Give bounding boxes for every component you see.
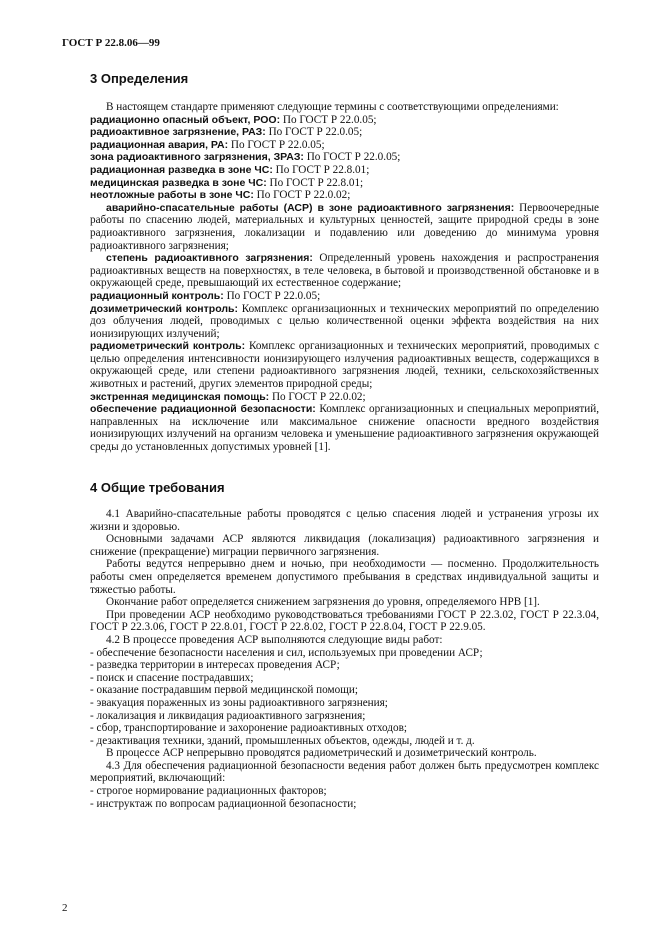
definition-item bbox=[90, 290, 599, 303]
paragraph-standards: При проведении АСР необходимо руководствоваться требованиями ГОСТ Р 22.3.02, ГОСТ Р 22.3.04, ГОСТ Р 22.3.06, ГОСТ Р 22.8.01, ГОСТ Р 22.8.02, ГОСТ Р 22.8.04, ГОСТ Р 22.9.05. bbox=[90, 608, 599, 634]
section-3-title: 3 Определения bbox=[90, 71, 189, 86]
page-number: 2 bbox=[62, 902, 68, 914]
list-item: - инструктаж по вопросам радиационной безопасности; bbox=[90, 797, 357, 810]
definition-term: обеспечение радиационной безопасности: bbox=[90, 403, 316, 416]
definition-term: радиационно опасный объект, РОО: bbox=[90, 113, 281, 126]
definition-text: По ГОСТ Р 22.0.05; bbox=[265, 126, 363, 139]
definition-item bbox=[90, 151, 599, 164]
definition-item bbox=[90, 403, 599, 453]
definitions-intro: В настоящем стандарте применяют следующие термины с соответствующими определениями: bbox=[106, 101, 559, 113]
paragraph-shifts: Работы ведутся непрерывно днем и ночью, при необходимости — посменно. Продолжительность работы смен определяется временем допустимого пребывания в средствах индивидуальной защиты и тяжестью работы. bbox=[90, 558, 599, 596]
paragraph-monitoring: В процессе АСР непрерывно проводятся радиометрический и дозиметрический контроль. bbox=[106, 747, 537, 760]
definition-text: По ГОСТ Р 22.0.02; bbox=[253, 189, 351, 202]
definition-term: зона радиоактивного загрязнения, ЗРАЗ: bbox=[90, 151, 304, 164]
definition-term: аварийно-спасательные работы (АСР) в зоне радиоактивного загрязнения: bbox=[106, 201, 515, 214]
definition-text: По ГОСТ Р 22.0.05; bbox=[228, 138, 325, 151]
list-item: - разведка территории в интересах проведения АСР; bbox=[90, 659, 340, 672]
definition-item bbox=[90, 126, 599, 139]
paragraph-tasks: Основными задачами АСР являются ликвидация (локализация) радиоактивного загрязнения и снижение (прекращение) миграции первичного загрязнения. bbox=[90, 533, 599, 558]
list-item: - оказание пострадавшим первой медицинской помощи; bbox=[90, 684, 358, 697]
definition-text: По ГОСТ Р 22.0.05; bbox=[303, 151, 401, 164]
paragraph-4-1: 4.1 Аварийно-спасательные работы проводятся с целью спасения людей и устранения угрозы их жизни и здоровью. bbox=[90, 508, 599, 533]
definition-term: степень радиоактивного загрязнения: bbox=[106, 252, 313, 265]
definition-text: Комплекс организационных и технических мероприятий по определению доз облучения людей, проводимых с целью количественной оценки эффекта воздействия на них ионизирующих излучений; bbox=[90, 302, 600, 340]
list-item: - дезактивация техники, зданий, промышленных объектов, одежды, людей и т. д. bbox=[90, 734, 475, 747]
definition-text: По ГОСТ Р 22.8.01; bbox=[266, 176, 364, 189]
paragraph-completion: Окончание работ определяется снижением загрязнения до уровня, определяемого НРВ [1]. bbox=[106, 596, 540, 609]
definition-text: По ГОСТ Р 22.0.05; bbox=[280, 113, 377, 126]
definition-item bbox=[90, 139, 599, 152]
definition-term: радиационный контроль: bbox=[90, 289, 224, 302]
definition-item bbox=[90, 391, 599, 404]
definition-term: радиационная разведка в зоне ЧС: bbox=[90, 163, 273, 176]
definition-text: Первоочередные работы по спасению людей, материальных и культурных ценностей, защите природной среды в зоне радиоактивного загрязнения, локализации и подавлению или доведению до минимума уровня радиоактивного загрязнения; bbox=[90, 201, 599, 252]
definition-term: дозиметрический контроль: bbox=[90, 302, 238, 315]
definition-term: радиометрический контроль: bbox=[90, 340, 246, 353]
definition-term: неотложные работы в зоне ЧС: bbox=[90, 189, 254, 202]
list-item: - обеспечение безопасности населения и сил, используемых при проведении АСР; bbox=[90, 646, 483, 659]
paragraph-4-3: 4.3 Для обеспечения радиационной безопасности ведения работ должен быть предусмотрен комплекс мероприятий, включающий: bbox=[90, 759, 599, 785]
list-item: - поиск и спасение пострадавших; bbox=[90, 671, 254, 684]
definition-item bbox=[90, 177, 599, 190]
definition-term: медицинская разведка в зоне ЧС: bbox=[90, 176, 267, 189]
definition-item bbox=[90, 114, 599, 127]
definition-item bbox=[90, 202, 599, 252]
definition-item bbox=[90, 164, 599, 177]
list-item: - сбор, транспортирование и захоронение радиоактивных отходов; bbox=[90, 722, 407, 735]
list-item: - строгое нормирование радиационных факторов; bbox=[90, 785, 327, 798]
definition-text: По ГОСТ Р 22.0.05; bbox=[223, 289, 321, 302]
definition-text: Определенный уровень нахождения и распространения радиоактивных веществ на поверхностях, в теле человека, в бытовой и производственной обстановке и в окружающей среде, превышающий их естественное содержание; bbox=[90, 252, 599, 290]
section-4-title: 4 Общие требования bbox=[90, 480, 225, 495]
section-3-body bbox=[90, 101, 599, 454]
definition-term: экстренная медицинская помощь: bbox=[90, 390, 270, 403]
definition-term: радиоактивное загрязнение, РАЗ: bbox=[90, 126, 266, 139]
definition-item bbox=[90, 303, 599, 341]
definition-text: По ГОСТ Р 22.8.01; bbox=[272, 163, 370, 176]
definition-text: Комплекс организационных и технических мероприятий, проводимых с целью определения интенсивности ионизирующего излучения радиоактивных веществ, содержащихся в окружающей среде, или степени радиоактивного загрязнения людей, техники, сельскохозяйственных животных и растений, других элементов природной среды; bbox=[90, 340, 599, 391]
list-item: - локализация и ликвидация радиоактивного загрязнения; bbox=[90, 709, 366, 722]
document-code-header: ГОСТ Р 22.8.06—99 bbox=[62, 37, 160, 49]
definition-item bbox=[90, 340, 599, 390]
list-item: - эвакуация пораженных из зоны радиоактивного загрязнения; bbox=[90, 696, 388, 709]
definition-text: Комплекс организационных и специальных мероприятий, направленных на исключение или максимальное снижение опасности вредного воздействия ионизирующих излучений на организм человека и уменьшение радиоактивного загрязнения окружающей среды до установленных допустимых уровней [1]. bbox=[90, 403, 600, 454]
section-4-body bbox=[90, 508, 599, 810]
definition-item bbox=[90, 189, 599, 202]
definition-text: По ГОСТ Р 22.0.02; bbox=[269, 390, 366, 403]
paragraph-4-2: 4.2 В процессе проведения АСР выполняются следующие виды работ: bbox=[106, 633, 443, 646]
definition-item bbox=[90, 252, 599, 290]
definition-term: радиационная авария, РА: bbox=[90, 138, 229, 151]
